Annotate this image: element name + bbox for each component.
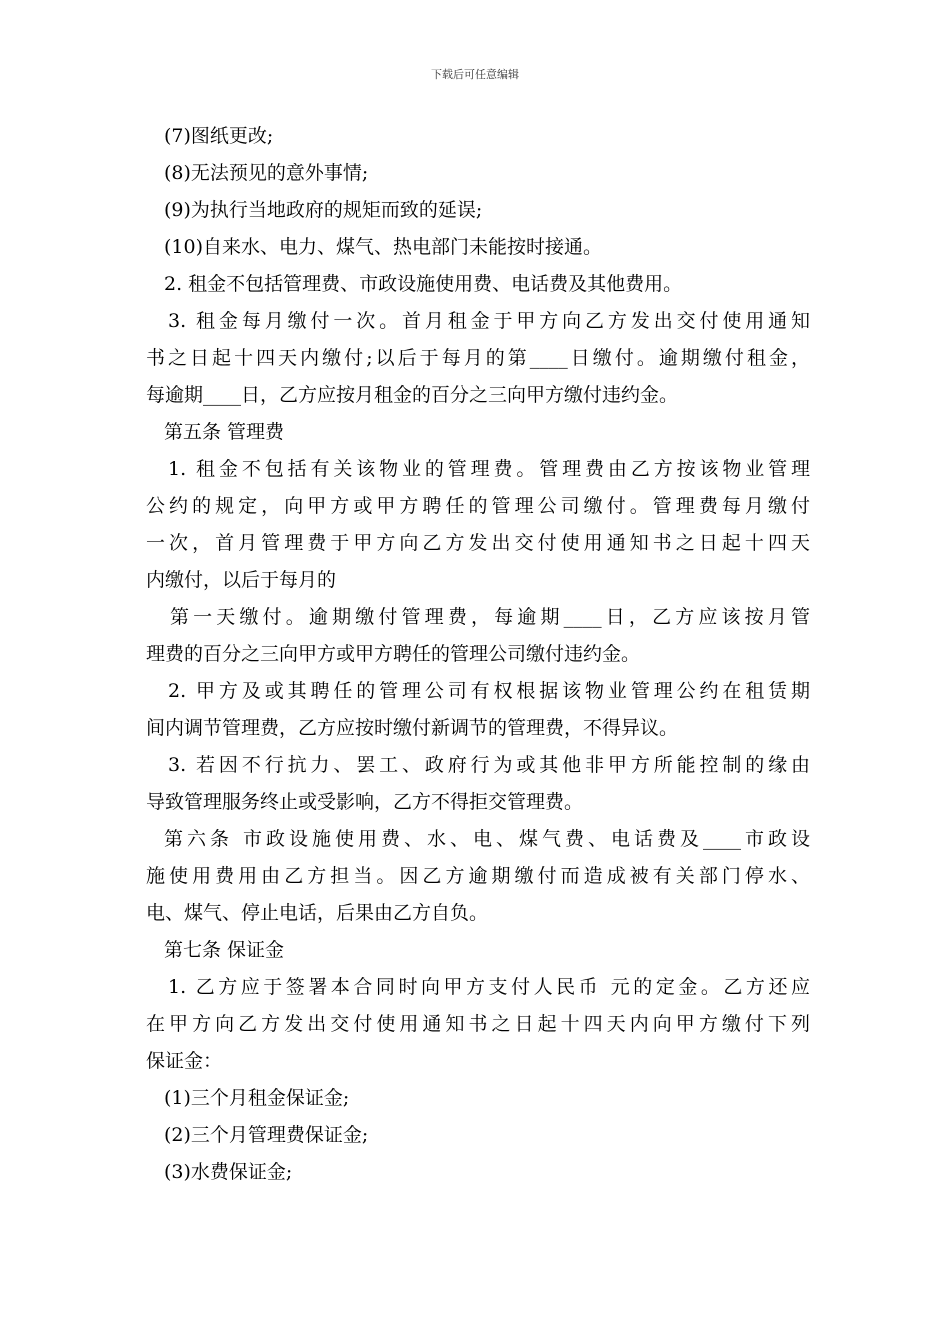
text-line: 一次，首月管理费于甲方向乙方发出交付使用通知书之日起十四天 bbox=[146, 532, 810, 554]
text-line: 公约的规定，向甲方或甲方聘任的管理公司缴付。管理费每月缴付 bbox=[146, 495, 810, 517]
text-line: 施使用费用由乙方担当。因乙方逾期缴付而造成被有关部门停水、 bbox=[146, 865, 810, 887]
text-line: (8)无法预见的意外事情; bbox=[164, 162, 369, 184]
text-line: 理费的百分之三向甲方或甲方聘任的管理公司缴付违约金。 bbox=[146, 643, 641, 665]
text-line: 间内调节管理费，乙方应按时缴付新调节的管理费，不得异议。 bbox=[146, 717, 679, 739]
text-line: 2. 租金不包括管理费、市政设施使用费、电话费及其他费用。 bbox=[164, 273, 683, 295]
text-line: 在甲方向乙方发出交付使用通知书之日起十四天内向甲方缴付下列 bbox=[146, 1013, 810, 1035]
text-line: 每逾期____日，乙方应按月租金的百分之三向甲方缴付违约金。 bbox=[146, 384, 679, 406]
text-line: 书之日起十四天内缴付;以后于每月的第____日缴付。逾期缴付租金， bbox=[146, 347, 810, 369]
text-line: (2)三个月管理费保证金; bbox=[164, 1124, 369, 1146]
section-heading: 第七条 保证金 bbox=[164, 939, 285, 961]
section-heading: 第五条 管理费 bbox=[164, 421, 285, 443]
text-line: 3. 若因不行抗力、罢工、政府行为或其他非甲方所能控制的缘由 bbox=[168, 754, 810, 776]
text-line: 电、煤气、停止电话，后果由乙方自负。 bbox=[146, 902, 489, 924]
text-line: (3)水费保证金; bbox=[164, 1161, 293, 1183]
text-line: 3. 租金每月缴付一次。首月租金于甲方向乙方发出交付使用通知 bbox=[168, 310, 810, 332]
text-line: 1. 乙方应于签署本合同时向甲方支付人民币 元的定金。乙方还应 bbox=[168, 976, 810, 998]
text-line: 内缴付，以后于每月的 bbox=[146, 569, 337, 591]
page-header: 下载后可任意编辑 bbox=[431, 68, 519, 81]
text-line: 1. 租金不包括有关该物业的管理费。管理费由乙方按该物业管理 bbox=[168, 458, 810, 480]
text-line: (1)三个月租金保证金; bbox=[164, 1087, 350, 1109]
text-line: 导致管理服务终止或受影响，乙方不得拒交管理费。 bbox=[146, 791, 584, 813]
text-line: (10)自来水、电力、煤气、热电部门未能按时接通。 bbox=[164, 236, 603, 258]
text-line: (9)为执行当地政府的规矩而致的延误; bbox=[164, 199, 483, 221]
section-heading: 第六条 市政设施使用费、水、电、煤气费、电话费及____市政设 bbox=[164, 828, 810, 850]
text-line: 保证金： bbox=[146, 1050, 223, 1072]
document-body bbox=[146, 118, 810, 1191]
text-line: (7)图纸更改; bbox=[164, 125, 274, 147]
text-line: 第一天缴付。逾期缴付管理费，每逾期____日，乙方应该按月管 bbox=[170, 606, 810, 628]
text-line: 2. 甲方及或其聘任的管理公司有权根据该物业管理公约在租赁期 bbox=[168, 680, 810, 702]
